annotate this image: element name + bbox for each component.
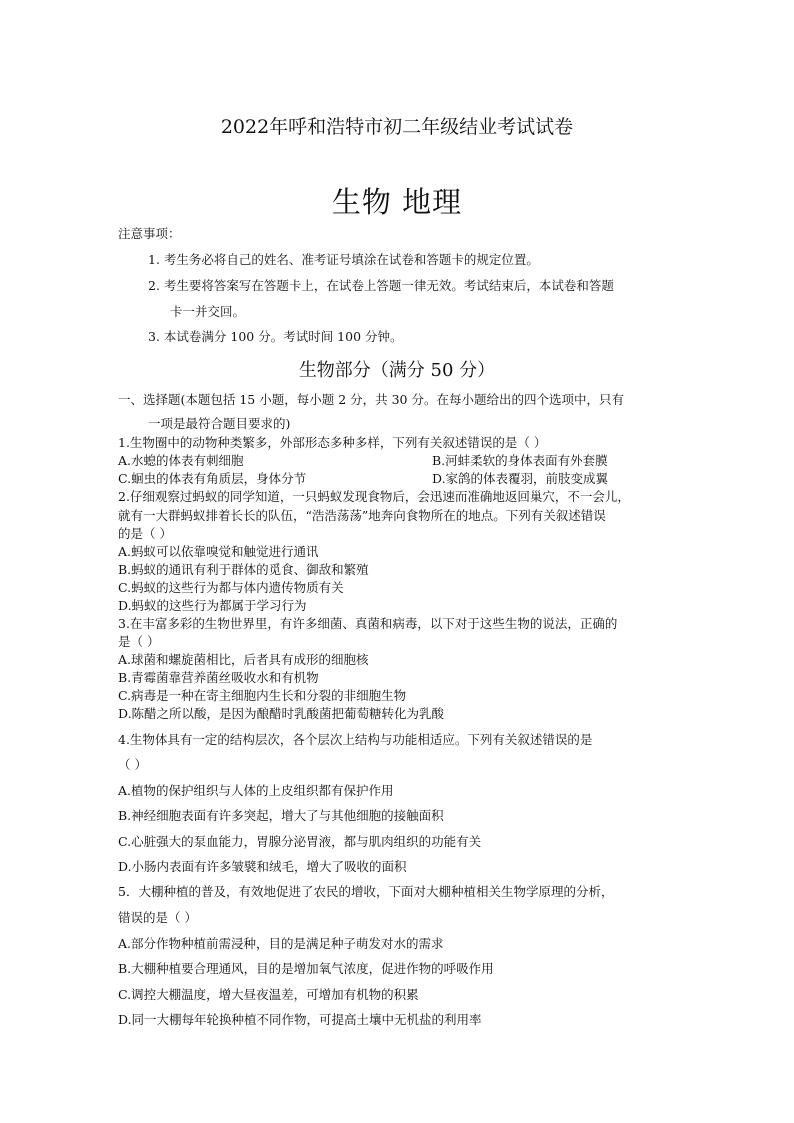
notes-label: 注意事项： <box>118 226 181 241</box>
q3-option-d: D.陈醋之所以酸，是因为酿醋时乳酸菌把葡萄糖转化为乳酸 <box>118 706 445 721</box>
q2-stem-line3: 的是（ ） <box>118 526 172 541</box>
q2-stem-line2: 就有一大群蚂蚁排着长长的队伍，“浩浩荡荡”地奔向食物所在的地点。下列有关叙述错误 <box>118 508 606 523</box>
q4-option-d: D.小肠内表面有许多皱襞和绒毛，增大了吸收的面积 <box>118 859 407 874</box>
section-title: 生物部分（满分 50 分） <box>298 360 496 381</box>
section-intro-line1: 一、选择题(本题包括 15 小题，每小题 2 分，共 30 分。在每小题给出的四个选项中，只有 <box>118 392 624 407</box>
notes-rule-2: 2. 考生要将答案写在答题卡上，在试卷上答题一律无效。考试结束后，本试卷和答题 <box>148 278 614 293</box>
q3-option-c: C.病毒是一种在寄主细胞内生长和分裂的非细胞生物 <box>118 688 407 703</box>
q4-stem-line2: （ ） <box>118 757 147 772</box>
q2-option-c: C.蚂蚁的这些行为都与体内遗传物质有关 <box>118 580 344 595</box>
q1-option-d: D.家鸽的体表覆羽，前肢变成翼 <box>432 471 609 486</box>
notes-rule-3: 3. 本试卷满分 100 分。考试时间 100 分钟。 <box>148 329 403 344</box>
notes-rule-2-cont: 卡一并交回。 <box>170 304 246 319</box>
q1-option-c: C.蛔虫的体表有角质层，身体分节 <box>118 471 307 486</box>
q2-stem-line1: 2.仔细观察过蚂蚁的同学知道，一只蚂蚁发现食物后，会迅速而准确地返回巢穴，不一会儿， <box>118 489 630 504</box>
q5-option-b: B.大棚种植要合理通风，目的是增加氧气浓度，促进作物的呼吸作用 <box>118 961 494 976</box>
q5-option-c: C.调控大棚温度，增大昼夜温差，可增加有机物的积累 <box>118 987 419 1002</box>
q5-option-a: A.部分作物种植前需浸种，目的是满足种子萌发对水的需求 <box>118 936 444 951</box>
q3-stem-line1: 3.在丰富多彩的生物世界里，有许多细菌、真菌和病毒，以下对于这些生物的说法，正确的 <box>118 616 618 631</box>
q5-stem-line2: 错误的是（ ） <box>118 910 197 925</box>
exam-title: 2022年呼和浩特市初二年级结业考试试卷 <box>220 116 574 138</box>
notes-rule-1: 1. 考生务必将自己的姓名、准考证号填涂在试卷和答题卡的规定位置。 <box>148 252 539 267</box>
section-intro-line2: 一项是最符合题目要求的) <box>148 416 291 431</box>
q3-option-b: B.青霉菌靠营养菌丝吸收水和有机物 <box>118 670 319 685</box>
q1-option-a: A.水螅的体表有刺细胞 <box>118 453 244 468</box>
q5-stem-line1: 5．大棚种植的普及，有效地促进了农民的增收，下面对大棚种植相关生物学原理的分析， <box>118 884 614 899</box>
q4-stem-line1: 4.生物体具有一定的结构层次，各个层次上结构与功能相适应。下列有关叙述错误的是 <box>118 732 593 747</box>
q4-option-a: A.植物的保护组织与人体的上皮组织都有保护作用 <box>118 783 394 798</box>
q2-option-b: B.蚂蚁的通讯有利于群体的觅食、御敌和繁殖 <box>118 562 369 577</box>
q1-option-b: B.河蚌柔软的身体表面有外套膜 <box>432 453 608 468</box>
q2-option-d: D.蚂蚁的这些行为都属于学习行为 <box>118 598 307 613</box>
q4-option-b: B.神经细胞表面有许多突起，增大了与其他细胞的接触面积 <box>118 808 444 823</box>
q1-stem: 1.生物圈中的动物种类繁多，外部形态多种多样，下列有关叙述错误的是（ ） <box>118 435 547 450</box>
q3-option-a: A.球菌和螺旋菌相比，后者具有成形的细胞核 <box>118 652 369 667</box>
q4-option-c: C.心脏强大的泵血能力，胃腺分泌胃液，都与肌肉组织的功能有关 <box>118 834 482 849</box>
exam-subject: 生物 地理 <box>331 185 463 219</box>
q5-option-d: D.同一大棚每年轮换种植不同作物，可提高土壤中无机盐的利用率 <box>118 1012 482 1027</box>
q2-option-a: A.蚂蚁可以依靠嗅觉和触觉进行通讯 <box>118 544 319 559</box>
q3-stem-line2: 是（ ） <box>118 634 160 649</box>
